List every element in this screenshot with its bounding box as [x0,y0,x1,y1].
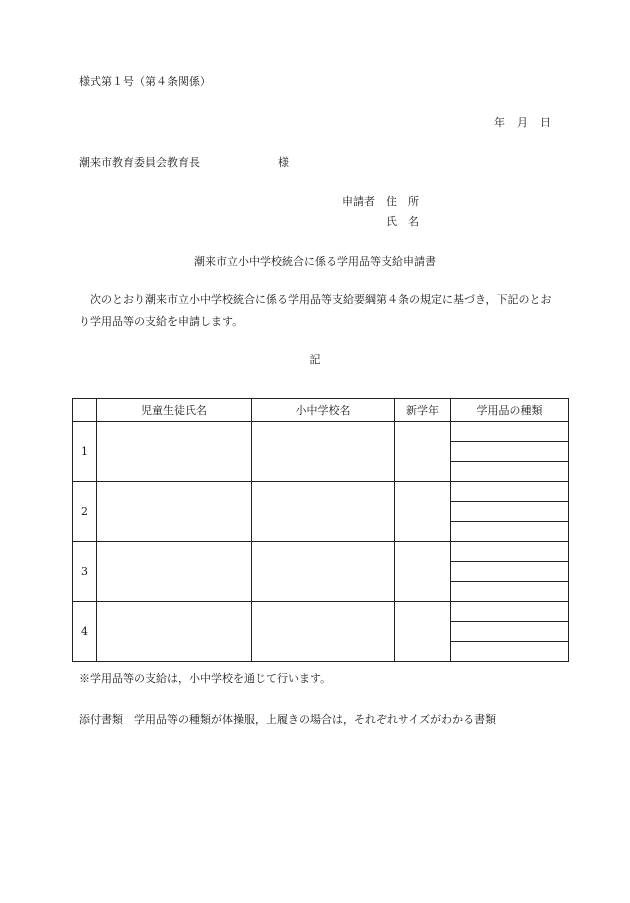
new-grade-cell[interactable] [395,542,451,602]
supply-type-cell[interactable] [451,542,569,562]
row-number: 2 [73,482,97,542]
recipient-honorific: 様 [278,156,289,169]
supply-type-cell[interactable] [451,442,569,462]
date-day-label: 日 [540,116,551,129]
date-month-label: 月 [517,116,528,129]
note-text: ※学用品等の支給は，小中学校を通じて行います。 [79,672,332,685]
new-grade-cell[interactable] [395,482,451,542]
table-header-row [73,399,569,422]
row-number: 3 [73,542,97,602]
student-name-cell[interactable] [97,542,252,602]
row-number: 1 [73,422,97,482]
supply-type-cell[interactable] [451,522,569,542]
row-number: 4 [73,602,97,662]
supply-type-cell[interactable] [451,602,569,622]
supply-type-cell[interactable] [451,582,569,602]
supply-type-cell[interactable] [451,462,569,482]
table-row [73,422,569,442]
school-name-cell[interactable] [252,422,395,482]
body-text: 次のとおり潮来市立小中学校統合に係る学用品等支給要綱第４条の規定に基づき，下記のとおり学用品等の支給を申請します。 [79,293,552,328]
form-number: 様式第１号（第４条関係） [79,75,211,88]
student-name-cell[interactable] [97,482,252,542]
date-year-label: 年 [494,116,505,129]
date-line [494,114,551,130]
student-name-cell[interactable] [97,602,252,662]
supply-type-cell[interactable] [451,482,569,502]
header-student-name: 児童生徒氏名 [97,399,252,422]
supply-type-cell[interactable] [451,422,569,442]
application-table [72,398,569,662]
document-title: 潮来市立小中学校統合に係る学用品等支給申請書 [194,255,436,268]
recipient [79,154,289,170]
table-row [73,542,569,562]
table-row [73,482,569,502]
school-name-cell[interactable] [252,542,395,602]
table-row [73,602,569,622]
header-number [73,399,97,422]
supply-type-cell[interactable] [451,622,569,642]
supply-type-cell[interactable] [451,562,569,582]
ki-label: 記 [309,353,321,366]
applicant-address-label: 申請者 住 所 [342,195,419,208]
header-supply-type: 学用品の種類 [451,399,569,422]
attachment-text: 添付書類 学用品等の種類が体操服，上履きの場合は，それぞれサイズがわかる書類 [79,713,497,726]
supply-type-cell[interactable] [451,642,569,662]
recipient-title: 潮来市教育委員会教育長 [79,156,200,169]
school-name-cell[interactable] [252,482,395,542]
header-new-grade: 新学年 [395,399,451,422]
student-name-cell[interactable] [97,422,252,482]
new-grade-cell[interactable] [395,602,451,662]
header-school-name: 小中学校名 [252,399,395,422]
applicant-name-label: 氏 名 [386,215,419,228]
supply-type-cell[interactable] [451,502,569,522]
new-grade-cell[interactable] [395,422,451,482]
school-name-cell[interactable] [252,602,395,662]
